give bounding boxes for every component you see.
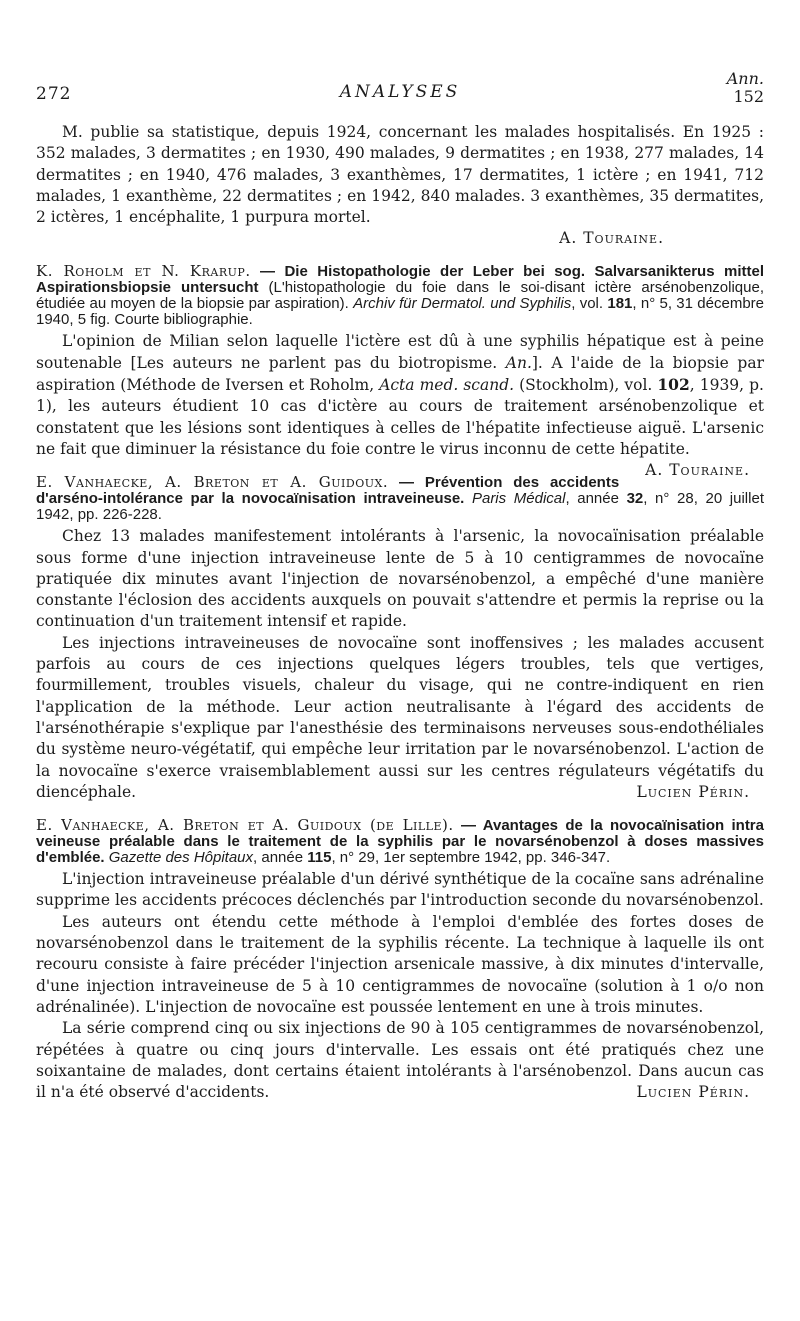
page-number: 272 xyxy=(36,84,72,104)
review-entry xyxy=(36,817,764,1103)
volume-number: 102 xyxy=(657,375,690,395)
year-number: 115 xyxy=(307,849,332,867)
running-title: ANALYSES xyxy=(339,82,461,102)
year-prefix: , année xyxy=(565,490,627,508)
annals-number: 152 xyxy=(733,87,764,106)
signature: Lucien Périn. xyxy=(636,782,750,801)
article-title: — Prévention des accidents d'arséno-intolérance par la novocaïnisation intraveineuse. xyxy=(36,474,620,508)
editor-note: An. xyxy=(505,353,532,372)
signature: Lucien Périn. xyxy=(636,1083,750,1102)
year-number: 32 xyxy=(626,490,644,508)
authors: K. Roholm et N. Krarup. xyxy=(36,262,251,281)
review-paragraph: Chez 13 malades manifestement intolérants à l'arsenic, la novocaïnisation préalable sous forme d'une injection intraveineuse lente de 5 à 10 centigrammes de novocaïne pratiquée dix minutes avant l'injection de novarsénobenzol, a empêché d'une manière constante l'éclosion des accidents auxquels on pouvait s'attendre et permis la reprise ou la continuation d'un traitement intensif et rapide. xyxy=(36,527,764,631)
bibliographic-reference xyxy=(36,817,764,866)
review-entry xyxy=(36,262,765,480)
continued-paragraph: M. publie sa statistique, depuis 1924, concernant les malades hospitalisés. En 1925 : 352 malades, 3 dermatites ; en 1930, 490 malades, 9 dermatites ; en 1938, 277 malades, 14 dermatites ; en 1940, 476 malades, 3 exanthèmes, 17 dermatites, 1 ictère ; en 1941, 712 malades, 1 exanthème, 22 dermatites ; en 1942, 840 malades. 3 exanthèmes, 35 dermatites, 2 ictères, 1 encéphalite, 1 purpura mortel. xyxy=(36,123,764,227)
review-paragraph: L'injection intraveineuse préalable d'un dérivé synthétique de la cocaïne sans adrénaline supprime les accidents précoces déclenchés par l'introduction seconde du novarsénobenzol. xyxy=(36,870,764,910)
reference-details: , n° 28, 20 juillet 1942, pp. 226-228. xyxy=(36,490,764,524)
volume-number: 181 xyxy=(607,295,633,313)
volume-prefix: , vol. xyxy=(571,295,608,313)
review-paragraph xyxy=(36,1018,764,1103)
review-paragraph xyxy=(36,633,764,803)
text-segment: Les injections intraveineuses de novocaïne sont inoffensives ; les malades accusent parfois au cours de ces injections quelques légers troubles, tels que vertiges, fourmillement, troubles visuels, chaleur du visage, qui ne contre-indiquent en rien l'application de la méthode. Leur action neutralisante à l'égard des accidents de l'arsénothérapie s'explique par l'anesthésie des terminaisons nerveuses sous-endothéliales du système neuro-végétatif, qui empêche leur irritation par le novarsénobenzol. L'action de la novocaïne s'exerce vraisemblablement aussi sur les centres régulateurs végétatifs du diencéphale. xyxy=(36,633,764,801)
year-prefix: , année xyxy=(253,849,308,867)
text-segment: ]. A l'aide de la biopsie par aspiration (Méthode de Iversen et Roholm, xyxy=(36,353,764,395)
article-title: — Die Histopathologie der Leber bei sog. Salvarsanikterus mittel Aspirationsbiopsie untersucht xyxy=(36,263,765,297)
annals-label: Ann. xyxy=(726,69,764,88)
text-segment: L'opinion de Milian selon laquelle l'ictère est dû à une syphilis hépatique est à peine soutenable [Les auteurs ne parlent pas du biotropisme. xyxy=(36,332,764,372)
reference-details: , n° 5, 31 décembre 1940, 5 fig. Courte bibliographie. xyxy=(36,295,764,329)
review-paragraph xyxy=(36,331,764,480)
authors: E. Vanhaecke, A. Breton et A. Guidoux (de Lille). xyxy=(36,816,454,835)
annals-reference xyxy=(727,70,764,106)
page-header xyxy=(36,64,764,104)
signature: A. Touraine. xyxy=(559,229,664,248)
journal-name: Gazette des Hôpitaux xyxy=(108,849,254,867)
authors: E. Vanhaecke, A. Breton et A. Guidoux. xyxy=(36,473,389,492)
journal-name: Archiv für Dermatol. und Syphilis xyxy=(353,295,572,313)
text-segment: , 1939, p. 1), les auteurs étudient 10 cas d'ictère au cours de traitement arsénobenzolique et constatent que les lésions sont identiques à celles de l'hépatite infectieuse aiguë. L'arsenic ne fait que diminuer la résistance du foie contre le virus inconnu de cette hépatite. xyxy=(36,376,764,458)
journal-name: Acta med. scand. xyxy=(379,376,515,395)
review-paragraph: Les auteurs ont étendu cette méthode à l'emploi d'emblée des fortes doses de novarsénobenzol dans le traitement de la syphilis récente. La technique à laquelle ils ont recouru consiste à faire précéder l'injection arsenicale massive, à dix minutes d'intervalle, d'une injection intraveineuse de 5 à 10 centigrammes de novocaïne (solution à 1 o/o non adrénalinée). L'injection de novocaïne est poussée lentement en une à trois minutes. xyxy=(36,912,764,1016)
text-segment: (Stockholm), vol. xyxy=(514,376,658,395)
signature: A. Touraine. xyxy=(645,461,750,480)
bibliographic-reference xyxy=(36,263,764,328)
title-translation: (L'histopathologie du foie dans le soi-disant ictère arsénobenzolique, étudiée au moyen de la biopsie par aspiration). xyxy=(36,279,764,313)
text-segment: La série comprend cinq ou six injections de 90 à 105 centigrammes de novarsénobenzol, répétées à quatre ou cinq jours d'intervalle. Les essais ont été pratiqués chez une soixantaine de malades, dont certains étaient intolérants à l'arsénobenzol. Dans aucun cas il n'a été observé d'accidents. xyxy=(36,1019,764,1102)
article-title: — Avantages de la novocaïnisation intra veineuse préalable dans le traitement de la syphilis par le novarsénobenzol à doses massives d'emblée. xyxy=(36,817,764,867)
page-body xyxy=(36,122,764,1103)
review-entry xyxy=(36,474,764,803)
reference-details: , n° 29, 1er septembre 1942, pp. 346-347. xyxy=(331,849,611,867)
journal-name: Paris Médical xyxy=(471,490,566,508)
bibliographic-reference xyxy=(36,474,764,523)
